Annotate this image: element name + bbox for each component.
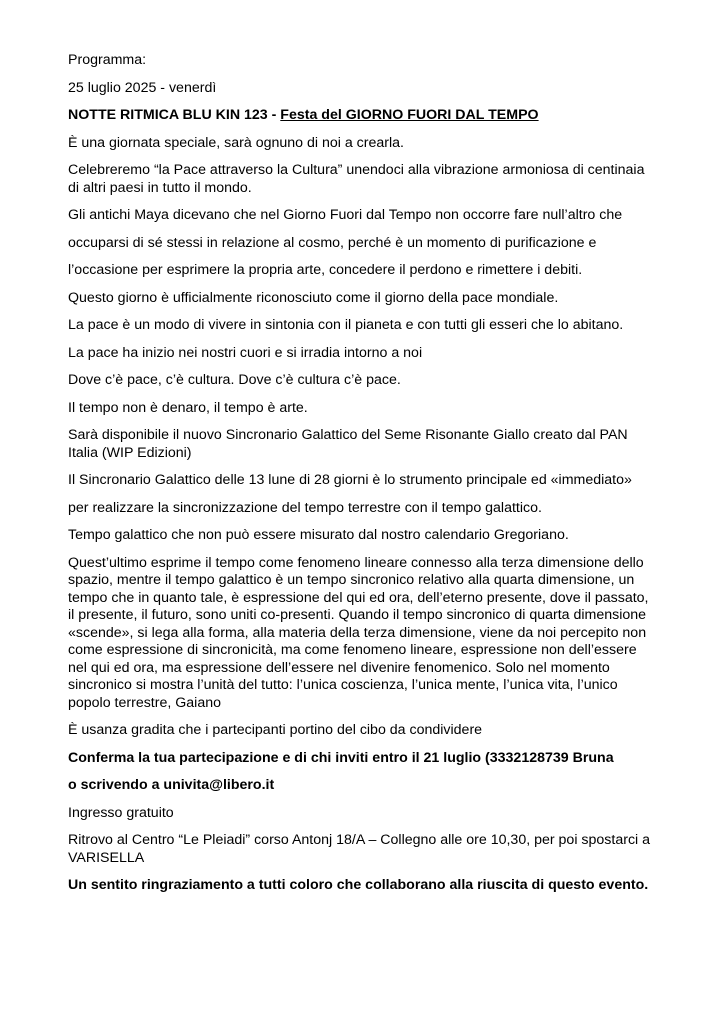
paragraph-5: La pace è un modo di vivere in sintonia con il pianeta e con tutti gli esseri che lo abitano. (68, 317, 624, 333)
paragraph-3c: l’occasione per esprimere la propria arte, concedere il perdono e rimettere i debiti. (68, 262, 583, 278)
paragraph-12: Quest’ultimo esprime il tempo come fenomeno lineare connesso alla terza dimensione dello spazio, mentre il tempo galattico è un tempo sincronico relativo alla quarta dimensione, un tempo che in quanto tale, è espressione del qui ed ora, dell’eterno presente, dove il passato, il presente, il futuro, sono uniti co-presenti. Quando il tempo sincronico di quarta dimensione «scende», si lega alla forma, alla materia della terza dimensione, viene da noi percepito non come espressione di sincronicità, ma come fenomeno lineare, espressione non dell’essere nel qui ed ora, ma espressione dell’essere nel divenire fenomenico. Solo nel momento sincronico si mostra l’unità del tutto: l’unica coscienza, l’unica mente, l’unica vita, l’unico popolo terrestre, Gaiano (68, 554, 649, 711)
free-entry: Ingresso gratuito (68, 804, 174, 821)
event-title (68, 107, 658, 125)
paragraph-11: Tempo galattico che non può essere misurato dal nostro calendario Gregoriano. (68, 527, 569, 543)
event-date: 25 luglio 2025 - venerdì (68, 79, 217, 96)
paragraph-3a: Gli antichi Maya dicevano che nel Giorno Fuori dal Tempo non occorre fare null’altro che (68, 207, 623, 223)
paragraph-6: La pace ha inizio nei nostri cuori e si irradia intorno a noi (68, 344, 423, 361)
programma-label: Programma: (68, 52, 147, 68)
paragraph-8: Il tempo non è denaro, il tempo è arte. (68, 399, 308, 416)
thanks-note: Un sentito ringraziamento a tutti coloro che collaborano alla riuscita di questo evento. (68, 877, 649, 893)
paragraph-1: È una giornata speciale, sarà ognuno di noi a crearla. (68, 134, 404, 151)
paragraph-2: Celebreremo “la Pace attraverso la Cultura” unendoci alla vibrazione armoniosa di centinaia di altri paesi in tutto il mondo. (68, 162, 645, 196)
paragraph-7: Dove c’è pace, c’è cultura. Dove c’è cultura c’è pace. (68, 372, 401, 388)
event-title-underlined: Festa del GIORNO FUORI DAL TEMPO (280, 107, 539, 123)
confirmation-line-2: o scrivendo a univita@libero.it (68, 777, 275, 793)
paragraph-4: Questo giorno è ufficialmente riconosciuto come il giorno della pace mondiale. (68, 289, 559, 306)
confirmation-line-1: Conferma la tua partecipazione e di chi inviti entro il 21 luglio (3332128739 Bruna (68, 749, 614, 766)
paragraph-10b: per realizzare la sincronizzazione del tempo terrestre con il tempo galattico. (68, 499, 542, 516)
paragraph-10a: Il Sincronario Galattico delle 13 lune di 28 giorni è lo strumento principale ed «immediato» (68, 472, 632, 488)
paragraph-9: Sarà disponibile il nuovo Sincronario Galattico del Seme Risonante Giallo creato dal PAN Italia (WIP Edizioni) (68, 427, 628, 461)
document-page (68, 52, 658, 895)
paragraph-13: È usanza gradita che i partecipanti portino del cibo da condividere (68, 722, 483, 738)
event-title-bold: NOTTE RITMICA BLU KIN 123 - (68, 107, 281, 123)
paragraph-3b: occuparsi di sé stessi in relazione al cosmo, perché è un momento di purificazione e (68, 234, 597, 251)
meeting-point: Ritrovo al Centro “Le Pleiadi” corso Antonj 18/A – Collegno alle ore 10,30, per poi spostarci a VARISELLA (68, 832, 651, 866)
